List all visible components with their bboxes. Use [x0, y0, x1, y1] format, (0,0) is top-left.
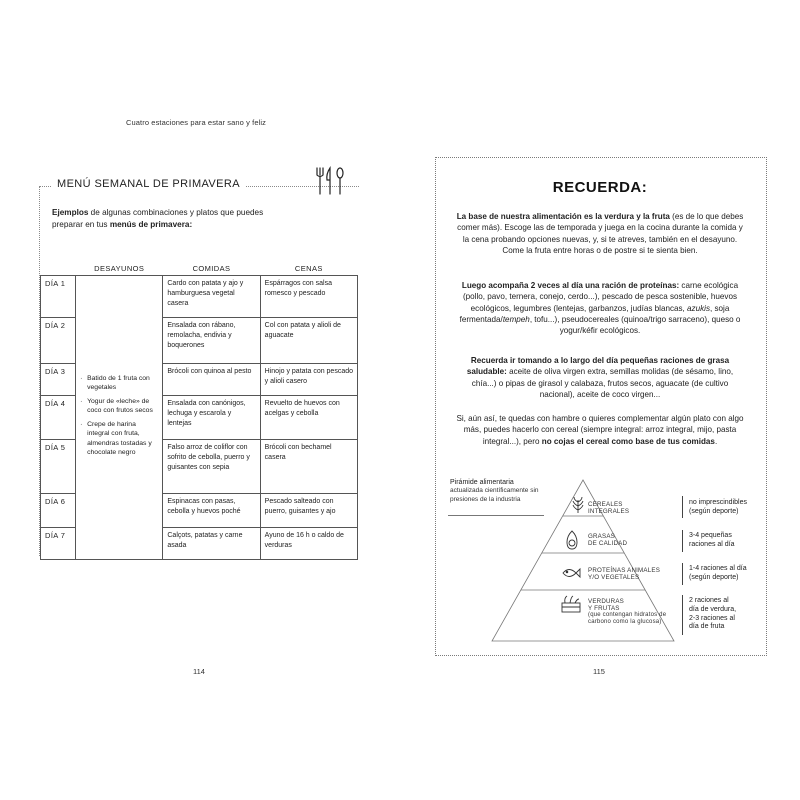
comida-cell: Espinacas con pasas, cebolla y huevos poché: [163, 494, 260, 528]
level-4-amount-line3: 2-3 raciones al: [689, 614, 735, 622]
header-blank: [41, 258, 76, 276]
level-4-name-line1: VERDURAS: [588, 598, 624, 605]
level-3-label: [588, 567, 660, 581]
cena-cell: Hinojo y patata con pescado y alioli casero: [260, 364, 357, 396]
level-2-name-line1: GRASAS: [588, 533, 615, 540]
comida-cell: Falso arroz de coliflor con sofrito de cebolla, puerro y guisantes con sepia: [163, 440, 260, 494]
desayuno-item: · Yogur de «leche» de coco con frutos secos: [79, 397, 159, 416]
desayuno-item: · Batido de 1 fruta con vegetales: [79, 374, 159, 393]
cena-cell: Pescado salteado con puerro, guisantes y ajo: [260, 494, 357, 528]
vegetable-crate-icon: [560, 594, 582, 614]
day-label: DÍA 6: [41, 494, 76, 528]
p2-text-c: , tofu...), pseudocereales (quinoa/trigo sarraceno), queso o yogur/kéfir ecológicos.: [529, 314, 741, 336]
level-1-amount-line1: no imprescindibles: [689, 499, 747, 506]
level-1-amount-line2: (según deporte): [689, 507, 739, 515]
level-3-amount-line1: 1-4 raciones al día: [689, 565, 747, 572]
level-2-amount-line2: raciones al día: [689, 540, 735, 548]
p2-azukis: azukis: [687, 303, 710, 313]
column-header-desayunos: DESAYUNOS: [94, 264, 145, 273]
column-header-comidas: COMIDAS: [192, 264, 231, 273]
comida-cell: Ensalada con canónigos, lechuga y escarola y lentejas: [163, 396, 260, 440]
intro-bold-2: menús de primavera:: [109, 220, 193, 229]
level-1-amount: [689, 499, 747, 517]
avocado-icon: [563, 530, 581, 550]
cena-cell: Espárragos con salsa romesco y pescado: [260, 276, 357, 318]
cena-cell: Revuelto de huevos con acelgas y cebolla: [260, 396, 357, 440]
separator-level-1: [682, 496, 683, 518]
level-3-name-line2: Y/O VEGETALES: [588, 574, 640, 581]
intro-text: de algunas combinaciones y platos que puedes preparar en tus: [52, 208, 264, 229]
level-2-label: [588, 533, 627, 547]
page-number-left: 114: [193, 667, 205, 676]
desayuno-item: · Crepe de harina integral con fruta, almendras tostadas y chocolate negro: [79, 420, 159, 458]
day-label: DÍA 7: [41, 528, 76, 560]
separator-level-4: [682, 595, 683, 635]
p2-text-b: , soja fermentada/: [459, 303, 730, 324]
column-header-cenas: CENAS: [294, 264, 323, 273]
wheat-icon: [569, 496, 587, 514]
p4-text: Si, aún así, te quedas con hambre o quieres complementar algún plato con algo más, puedes hacerlo con cereal (siempre integral: arroz integral, mijo, pasta integral...), pero: [456, 414, 744, 446]
menu-title-rest: DE PRIMAVERA: [149, 178, 240, 190]
day-label: DÍA 2: [41, 318, 76, 364]
level-3-name-line1: PROTEÍNAS ANIMALES: [588, 567, 661, 574]
p2-bold: Luego acompaña 2 veces al día una ración de proteínas:: [461, 281, 680, 290]
paragraph-vegetables: [455, 211, 745, 256]
pyramid-title: Pirámide alimentaria: [450, 479, 514, 486]
menu-title: [52, 178, 245, 190]
fish-icon: [561, 565, 581, 581]
page-number-right: 115: [593, 667, 605, 676]
cena-cell: Col con patata y alioli de aguacate: [260, 318, 357, 364]
running-header: Cuatro estaciones para estar sano y feliz: [126, 118, 267, 127]
separator-level-3: [682, 563, 683, 585]
intro-bold-1: Ejemplos: [52, 208, 89, 217]
day-label: DÍA 5: [41, 440, 76, 494]
paragraph-cereals: [455, 413, 745, 447]
p2-text-a: carne ecológica (pollo, pavo, ternera, conejo, cerdo...), pescado de pesca sostenible, huevos ecológicos, legumbres (lentejas, garbanzos, judías blancas,: [462, 281, 739, 313]
p2-tempeh: tempeh: [502, 314, 530, 324]
paragraph-proteins: [455, 280, 745, 336]
level-1-label: [588, 501, 629, 515]
pyramid-subtitle: actualizada científicamente sin presiones de la industria: [450, 487, 539, 503]
separator-level-2: [682, 530, 683, 552]
comida-cell: Calçots, patatas y carne asada: [163, 528, 260, 560]
day-label: DÍA 4: [41, 396, 76, 440]
table-row: [41, 276, 358, 318]
weekly-menu-table: [40, 258, 358, 560]
level-4-amount-line2: día de verdura,: [689, 605, 737, 613]
level-1-name-line2: INTEGRALES: [588, 508, 630, 515]
level-3-amount-line2: (según deporte): [689, 573, 739, 581]
p4-end: .: [714, 436, 718, 446]
comida-cell: Brócoli con quinoa al pesto: [163, 364, 260, 396]
level-4-label: [588, 598, 674, 626]
level-1-name-line1: CEREALES: [588, 501, 623, 508]
desayunos-cell: [76, 276, 163, 560]
level-2-name-line2: DE CALIDAD: [588, 540, 628, 547]
level-4-note: (que contengan hidratos de carbono como la glucosa): [588, 612, 667, 625]
day-label: DÍA 1: [41, 276, 76, 318]
cena-cell: Ayuno de 16 h o caldo de verduras: [260, 528, 357, 560]
level-4-amount-line1: 2 raciones al: [689, 597, 729, 604]
level-3-amount: [689, 565, 747, 583]
cena-cell: Brócoli con bechamel casera: [260, 440, 357, 494]
table-header-row: [41, 258, 358, 276]
menu-title-strong: MENÚ SEMANAL: [57, 178, 150, 190]
level-4-amount: [689, 597, 736, 632]
level-2-amount-line1: 3-4 pequeñas: [689, 532, 732, 539]
cutlery-icon: [314, 166, 348, 196]
level-2-amount: [689, 532, 735, 550]
menu-intro: [52, 207, 292, 231]
p1-text: (es de lo que debes comer más). Escoge las de temporada y juega en la cocina durante la comida y la cena probando opciones nuevas, y, si te atreves, también en el desayuno. Come la fruta entre horas o de postre si te sienta bien.: [457, 212, 744, 255]
recuerda-title: RECUERDA:: [552, 179, 648, 196]
comida-cell: Cardo con patata y ajo y hamburguesa vegetal casera: [163, 276, 260, 318]
p4-bold: no cojas el cereal como base de tus comidas: [541, 436, 715, 446]
day-label: DÍA 3: [41, 364, 76, 396]
level-4-amount-line4: día de fruta: [689, 623, 725, 631]
p3-bold: Recuerda ir tomando a lo largo del día pequeñas raciones de grasa saludable:: [466, 356, 730, 377]
p1-bold: La base de nuestra alimentación es la verdura y la fruta: [456, 212, 670, 221]
p3-text: aceite de oliva virgen extra, semillas molidas (de sésamo, lino, chía...) o pipas de girasol y calabaza, frutos secos, aguacate (de cultivo nacional), aceite de coco virgen...: [471, 367, 734, 399]
paragraph-fats: [455, 355, 745, 400]
comida-cell: Ensalada con rábano, remolacha, endivia y boquerones: [163, 318, 260, 364]
level-4-name-line2: Y FRUTAS: [588, 605, 620, 612]
